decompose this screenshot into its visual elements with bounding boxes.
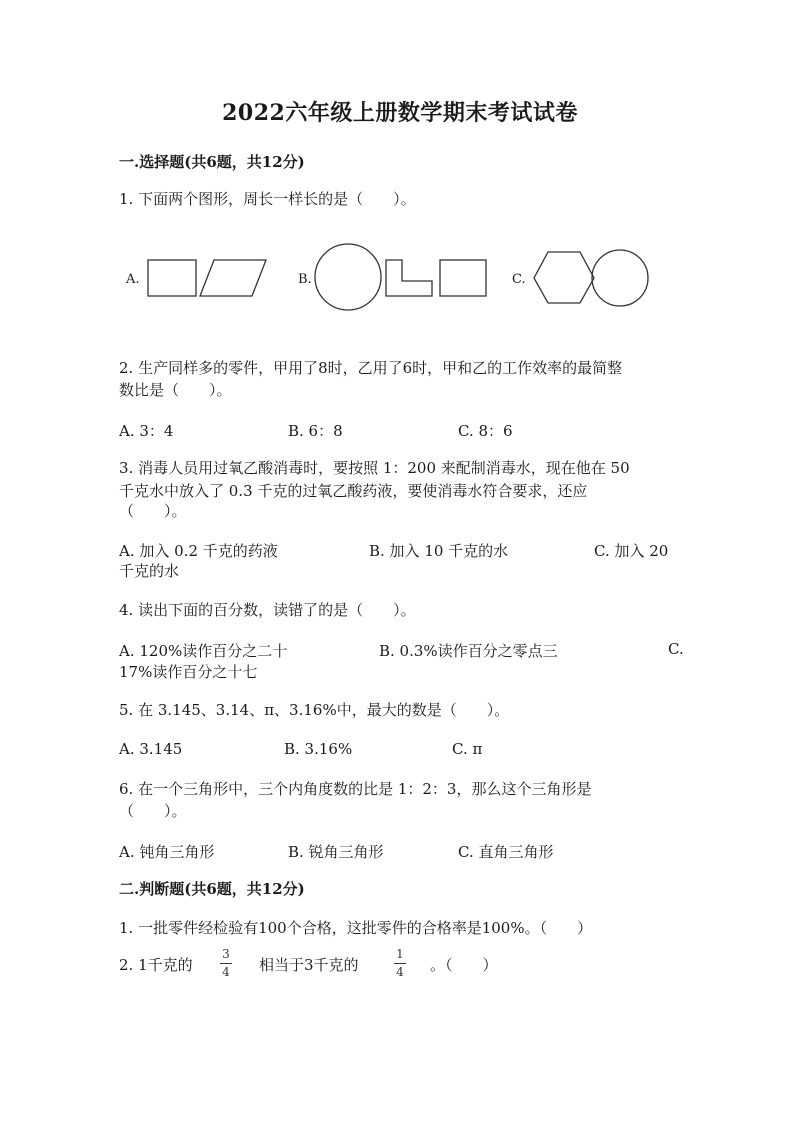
option-c: C. π <box>452 740 483 758</box>
question-1-1: 1. 下面两个图形，周长一样长的是（ ）。 <box>119 190 416 208</box>
option-a: A. 120%读作百分之二十 <box>119 642 288 660</box>
question-1-2-line2: 数比是（ ）。 <box>119 381 232 399</box>
fraction-numerator: 1 <box>396 947 404 961</box>
hexagon-icon <box>534 252 594 303</box>
fraction-bar <box>220 963 232 964</box>
option-a: A. 钝角三角形 <box>119 843 215 861</box>
circle-icon <box>592 250 648 306</box>
section-heading-choice: 一.选择题(共6题，共12分) <box>119 153 305 171</box>
question-1-3-line3: （ ）。 <box>119 502 187 520</box>
question-2-1: 1. 一批零件经检验有100个合格，这批零件的合格率是100%。（ ） <box>119 919 593 937</box>
parallelogram-icon <box>200 260 266 296</box>
option-c-continued: 千克的水 <box>119 562 180 580</box>
fraction-denominator: 4 <box>396 965 404 979</box>
question-1-3-line2: 千克水中放入了 0.3 千克的过氧乙酸药液，要使消毒水符合要求，还应 <box>119 482 588 500</box>
fraction-bar <box>394 963 406 964</box>
question-1-4: 4. 读出下面的百分数，读错了的是（ ）。 <box>119 601 416 619</box>
option-a: A. 3.145 <box>119 740 183 758</box>
option-a: A. 加入 0.2 千克的药液 <box>119 542 278 560</box>
page-title: 2022六年级上册数学期末考试试卷 <box>222 100 578 126</box>
option-c-label: C. <box>512 272 526 287</box>
option-b: B. 加入 10 千克的水 <box>369 542 509 560</box>
fraction-one-quarter <box>394 947 406 979</box>
option-b: B. 3.16% <box>284 740 353 758</box>
option-c: C. 8：6 <box>458 422 513 440</box>
l-shape-icon <box>386 260 432 296</box>
option-a: A. 3：4 <box>119 422 174 440</box>
circle-icon <box>315 244 381 310</box>
question-2-2-part1: 2. 1千克的 <box>119 956 193 974</box>
option-b-label: B. <box>298 272 312 287</box>
question-1-2-line1: 2. 生产同样多的零件，甲用了8时，乙用了6时，甲和乙的工作效率的最简整 <box>119 359 623 377</box>
figures-q1 <box>0 0 800 330</box>
fraction-three-quarters <box>220 947 232 979</box>
question-1-6-line2: （ ）。 <box>119 802 187 820</box>
question-1-5: 5. 在 3.145、3.14、π、3.16%中，最大的数是（ ）。 <box>119 701 510 719</box>
option-c: C. <box>668 640 684 658</box>
option-b: B. 6：8 <box>288 422 343 440</box>
question-2-2-part3: 。（ ） <box>430 956 498 974</box>
question-2-2-part2: 相当于3千克的 <box>259 956 359 974</box>
section-heading-judgement: 二.判断题(共6题，共12分) <box>119 880 305 898</box>
square-icon <box>148 260 196 296</box>
fraction-denominator: 4 <box>222 965 230 979</box>
option-a-label: A. <box>126 272 140 287</box>
option-c-continued: 17%读作百分之十七 <box>119 663 258 681</box>
fraction-numerator: 3 <box>222 947 230 961</box>
option-b: B. 锐角三角形 <box>288 843 384 861</box>
option-c: C. 加入 20 <box>594 542 669 560</box>
question-1-6-line1: 6. 在一个三角形中，三个内角度数的比是 1：2：3，那么这个三角形是 <box>119 780 592 798</box>
question-1-3-line1: 3. 消毒人员用过氧乙酸消毒时，要按照 1：200 来配制消毒水，现在他在 50 <box>119 459 630 477</box>
option-c: C. 直角三角形 <box>458 843 554 861</box>
square-icon <box>440 260 486 296</box>
option-b: B. 0.3%读作百分之零点三 <box>379 642 558 660</box>
